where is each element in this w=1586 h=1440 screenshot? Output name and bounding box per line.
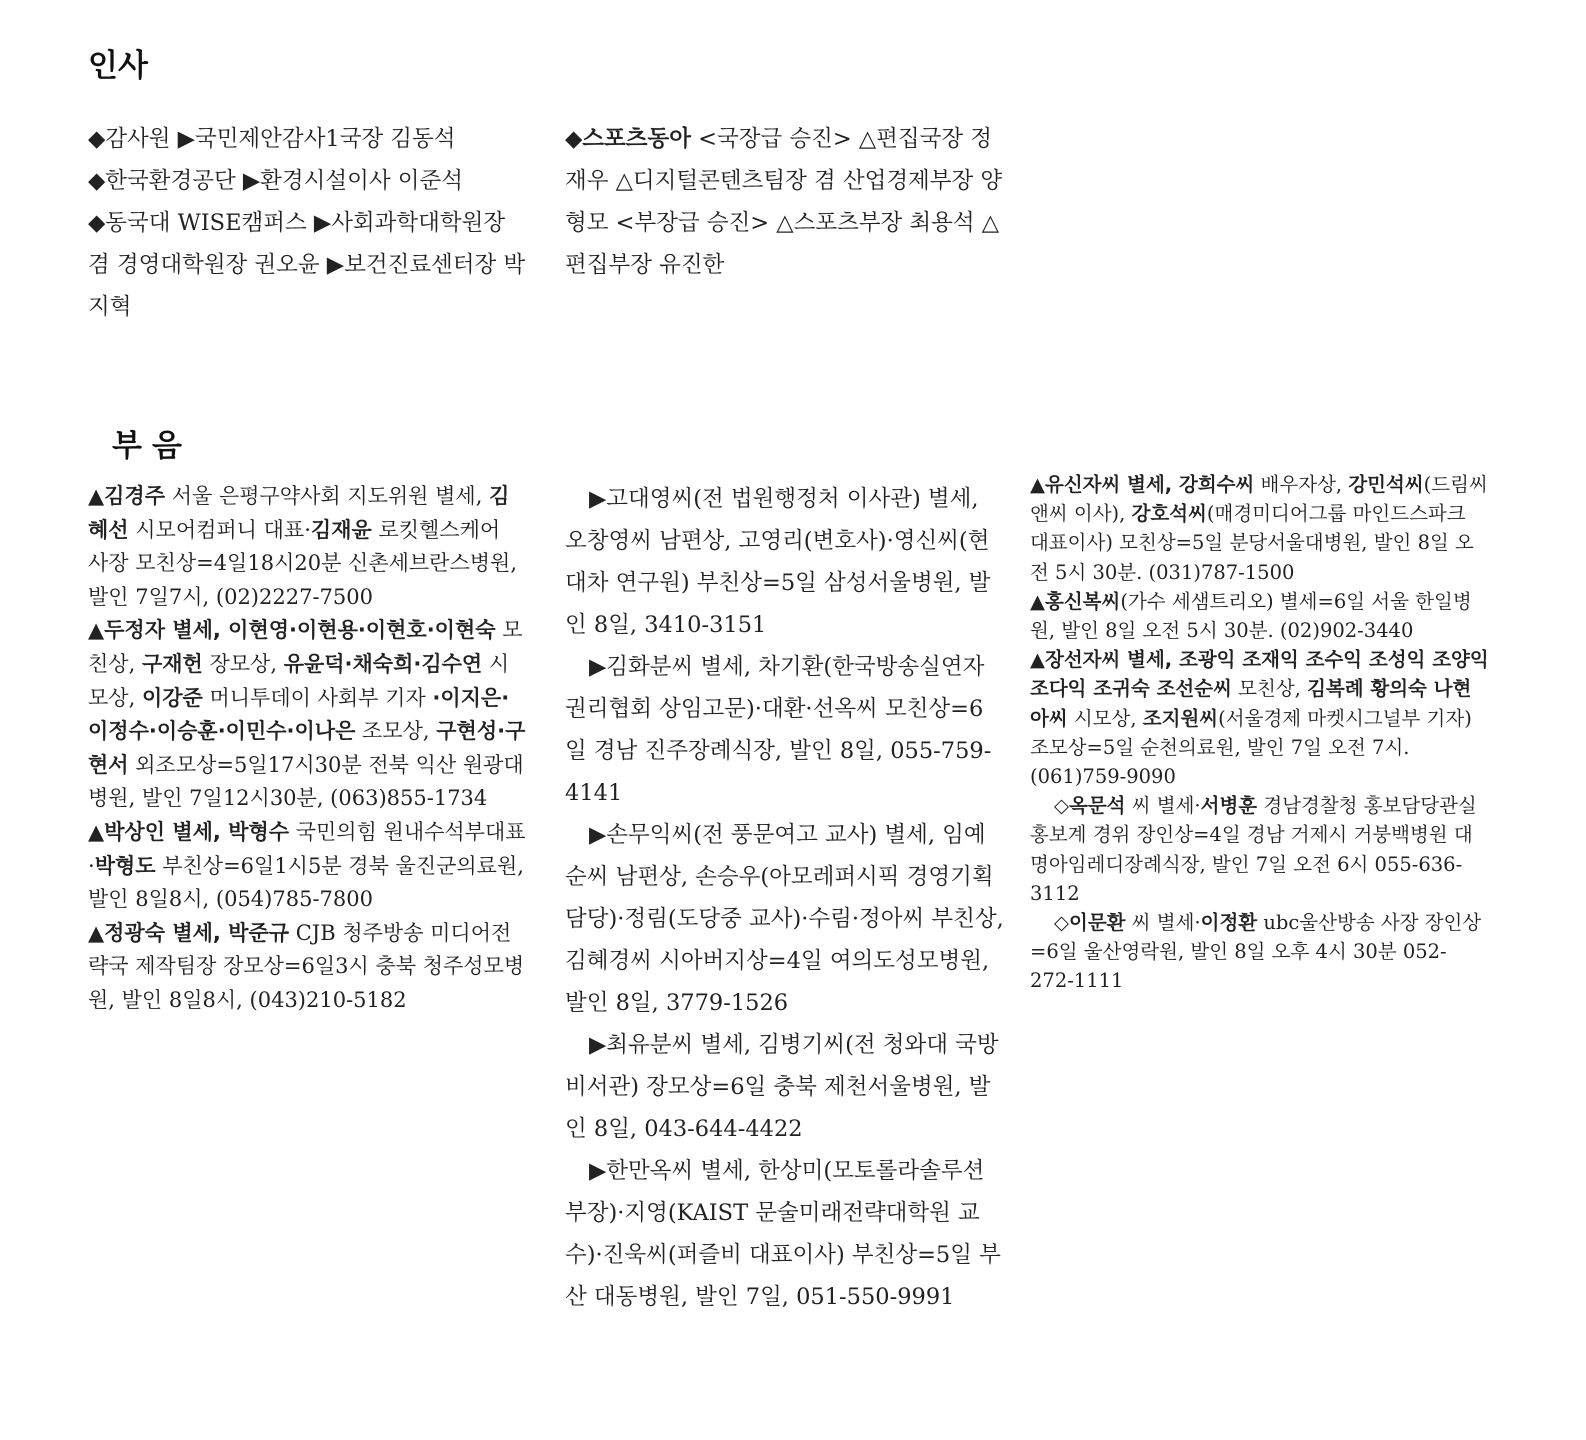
obituary-entry bbox=[1030, 587, 1490, 645]
name-bold: ◇옥문석 bbox=[1054, 794, 1126, 818]
entry-text: (매경미디어그룹 마인드스파크 대표이사) 모친상=5일 분당서울대병원, 발인 8일 오전 5시 30분. (031)787-1500 bbox=[1030, 502, 1474, 584]
obituary-entry: ▶한만옥씨 별세, 한상미(모토롤라솔루션 부장)·지영(KAIST 문술미래전략대학원 교수)·진욱씨(퍼즐비 대표이사) 부친상=5일 부산 대동병원, 발인 7일, 051-550-9991 bbox=[565, 1158, 1001, 1310]
name-bold: 김혜선 bbox=[88, 484, 510, 542]
entry-text: <국장급 승진> △편집국장 정재우 △디지털콘텐츠팀장 겸 산업경제부장 양형모 <부장급 승진> △스포츠부장 최용석 △편집부장 유진한 bbox=[565, 126, 1003, 278]
entry-text: 부친상=6일1시5분 경북 울진군의료원, 발인 8일8시, (054)785-7800 bbox=[88, 853, 524, 912]
insa-entry: ◆동국대 WISE캠퍼스 ▶사회과학대학원장 겸 경영대학원장 권오윤 ▶보건진료센터장 박지혁 bbox=[88, 210, 526, 320]
insa-entry bbox=[565, 118, 1005, 286]
entry-text: 모친상, bbox=[88, 618, 523, 676]
obituary-entry: ▶최유분씨 별세, 김병기씨(전 청와대 국방비서관) 장모상=6일 충북 제천서울병원, 발인 8일, 043-644-4422 bbox=[565, 1032, 999, 1142]
obituary-entry bbox=[1030, 791, 1490, 908]
insa-entry: ◆한국환경공단 ▶환경시설이사 이준석 bbox=[88, 168, 463, 194]
entry-text: 조모상, bbox=[355, 719, 437, 744]
name-bold: 구재헌 bbox=[141, 651, 203, 676]
name-bold: ◇이문환 bbox=[1054, 911, 1126, 935]
obituary-entry bbox=[1030, 645, 1490, 791]
entry-text: 경남경찰청 홍보담당관실 홍보계 경위 장인상=4일 경남 거제시 거붕백병원 대명아임레디장례식장, 발인 7일 오전 6시 055-636-3112 bbox=[1030, 794, 1477, 905]
insa-entry: ◆감사원 ▶국민제안감사1국장 김동석 bbox=[88, 126, 456, 152]
name-bold: ▲두정자 별세, 이현영·이현용·이현호·이현숙 bbox=[88, 618, 496, 643]
entry-text: 씨 별세· bbox=[1125, 794, 1201, 818]
entry-text: 국민의힘 원내수석부대표· bbox=[88, 819, 526, 878]
entry-text: 배우자상, bbox=[1254, 473, 1349, 496]
name-bold: ▲장선자씨 별세, 조광익 조재익 조수익 조성익 조양익 조다익 조귀숙 조선순씨 bbox=[1030, 648, 1489, 701]
obituary-column-2 bbox=[565, 478, 1005, 1318]
obituary-entry: ▶김화분씨 별세, 차기환(한국방송실연자권리협회 상임고문)·대환·선옥씨 모친상=6일 경남 진주장례식장, 발인 8일, 055-759-4141 bbox=[565, 654, 992, 806]
name-bold: 김재윤 bbox=[310, 517, 372, 542]
obituary-entry bbox=[88, 480, 526, 614]
name-bold: 조지원씨 bbox=[1142, 706, 1219, 730]
obituary-entry: ▶고대영씨(전 법원행정처 이사관) 별세, 오창영씨 남편상, 고영리(변호사)·영신씨(현대차 연구원) 부친상=5일 삼성서울병원, 발인 8일, 3410-3151 bbox=[565, 486, 991, 638]
obituary-entry bbox=[1030, 908, 1490, 996]
name-bold: ·이지은·이정수·이승훈·이민수·이나은 bbox=[88, 685, 510, 744]
entry-text: 서울 은평구약사회 지도위원 별세, bbox=[165, 484, 490, 508]
obituary-entry bbox=[1030, 470, 1490, 587]
name-bold: ▲김경주 bbox=[88, 484, 166, 508]
entry-text: (서울경제 마켓시그널부 기자) 조모상=5일 순천의료원, 발인 7일 오전 7시. (061)759-9090 bbox=[1030, 706, 1472, 789]
name-bold: 서병훈 bbox=[1200, 794, 1258, 818]
name-bold: 구현성·구현서 bbox=[88, 719, 526, 777]
insa-column-1 bbox=[88, 118, 526, 328]
entry-text: ubc울산방송 사장 장인상=6일 울산영락원, 발인 8일 오후 4시 30분 052-272-1111 bbox=[1030, 911, 1482, 993]
entry-text: 씨 별세· bbox=[1125, 911, 1201, 935]
entry-text: (가수 세샘트리오) 별세=6일 서울 한일병원, 발인 8일 오전 5시 30분. (02)902-3440 bbox=[1030, 589, 1472, 643]
entry-text: 머니투데이 사회부 기자 bbox=[202, 685, 433, 710]
name-bold: ▲박상인 별세, 박형수 bbox=[88, 819, 290, 844]
entry-text: (드림씨앤씨 이사), bbox=[1030, 473, 1488, 526]
entry-text: 모친상, bbox=[1231, 677, 1308, 701]
name-bold: 강호석씨 bbox=[1131, 502, 1207, 526]
obituary-entry bbox=[88, 816, 526, 917]
obituary-column-3 bbox=[1030, 470, 1490, 996]
entry-text: 시모상, bbox=[88, 651, 510, 710]
org-name: ◆스포츠동아 bbox=[565, 126, 691, 152]
obituary-entry bbox=[88, 614, 526, 816]
entry-text: 시모상, bbox=[1067, 706, 1143, 730]
entry-text: 외조모상=5일17시30분 전북 익산 원광대병원, 발인 7일12시30분, (063)855-1734 bbox=[88, 752, 524, 811]
name-bold: 김복례 황의숙 나현아씨 bbox=[1030, 677, 1472, 730]
name-bold: 이강준 bbox=[141, 685, 203, 710]
name-bold: 강민석씨 bbox=[1348, 473, 1424, 496]
name-bold: ▲유신자씨 별세, 강희수씨 bbox=[1030, 473, 1255, 496]
obituary-entry bbox=[88, 917, 526, 1018]
insa-column-2 bbox=[565, 118, 1005, 286]
section-title-bueum: 부음 bbox=[112, 428, 192, 464]
name-bold: ▲정광숙 별세, 박준규 bbox=[88, 920, 290, 945]
name-bold: 유윤덕·채숙희·김수연 bbox=[283, 651, 483, 676]
name-bold: 박형도 bbox=[94, 853, 156, 878]
obituary-entry: ▶손무익씨(전 풍문여고 교사) 별세, 임예순씨 남편상, 손승우(아모레퍼시픽 경영기획 담당)·정림(도당중 교사)·수림·정아씨 부친상, 김혜경씨 시아버지상=4일 여의도성모병원, 발인 8일, 3779-1526 bbox=[565, 822, 1004, 1016]
name-bold: 이정환 bbox=[1200, 911, 1258, 935]
entry-text: 장모상, bbox=[202, 651, 284, 676]
entry-text: 로킷헬스케어 사장 모친상=4일18시20분 신촌세브란스병원, 발인 7일7시, (02)2227-7500 bbox=[88, 517, 518, 609]
entry-text: 시모어컴퍼니 대표· bbox=[128, 517, 311, 542]
obituary-column-1 bbox=[88, 480, 526, 1018]
entry-text: CJB 청주방송 미디어전략국 제작팀장 장모상=6일3시 충북 청주성모병원, 발인 8일8시, (043)210-5182 bbox=[88, 920, 525, 1012]
section-title-insa: 인사 bbox=[88, 48, 148, 84]
name-bold: ▲홍신복씨 bbox=[1030, 589, 1121, 613]
